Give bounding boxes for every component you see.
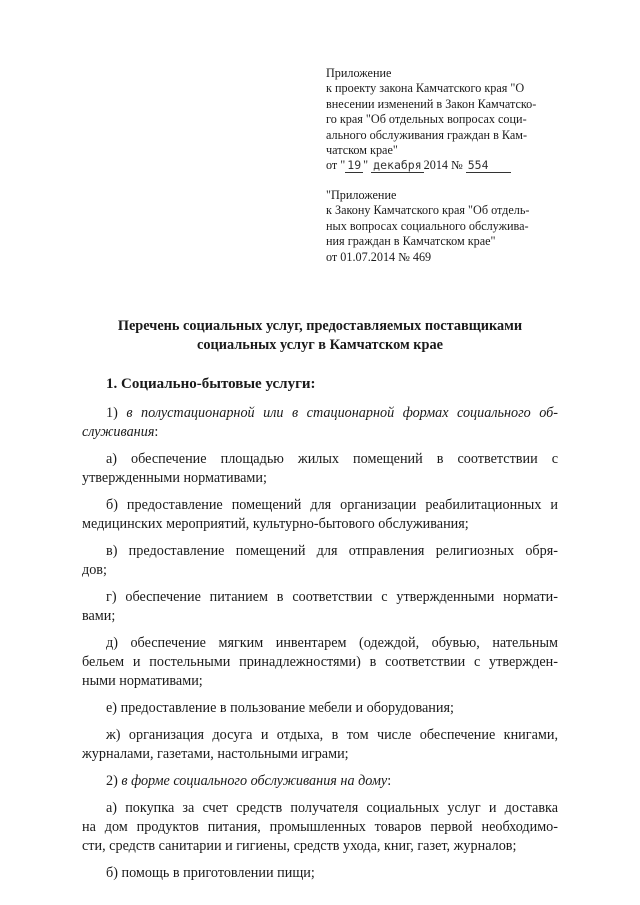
list-item: б) помощь в приготовлении пищи; [106,865,315,881]
date-mid: " [363,158,369,173]
annex-line: от 01.07.2014 № 469 [326,249,432,264]
date-year-no: 2014 № [423,158,463,173]
document-body [82,375,558,891]
annex-line: ния граждан в Камчатском крае" [326,234,496,249]
annex-line: ального обслуживания граждан в Кам- [326,127,528,142]
list-item: а) обеспечение площадью жилых помещений в соответствии с утвержденными нормативами; [82,451,558,486]
list-item: д) обеспечение мягким инвентарем (одеждой, обувью, нательным бельем и постельными принадлежностями) в соответствии с утвержден- ными нормативами; [82,635,558,689]
document-number: 554 [466,158,511,173]
list-item: б) предоставление помещений для организации реабилитационных и медицинских мероприятий, культурно-бытового обслуживания; [82,497,558,532]
section-heading: 1. Социально-бытовые услуги: [106,376,316,392]
list-item: в) предоставление помещений для отправления религиозных обря- дов; [82,543,558,578]
annex-line: Приложение [326,66,392,80]
annex-line: к Закону Камчатского края "Об отдель- [326,203,530,218]
subsection-number: 2) [106,773,118,789]
list-item: а) покупка за счет средств получателя социальных услуг и доставка на дом продуктов питания, промышленных товаров первой необходимо- сти, средств санитарии и гигиены, средств ухода, книг, газет, журналов; [82,800,558,854]
annex-date-line [326,158,558,173]
subsection-text-cont: служивания [82,424,155,440]
date-day: 19 [347,158,362,173]
subsection-text: в полустационарной или в стационарной формах социального об- [126,405,558,421]
title-line-2: социальных услуг в Камчатском крае [197,337,443,353]
annex-line: го края "Об отдельных вопросах соци- [326,112,527,127]
annex-line: внесении изменений в Закон Камчатско- [326,96,537,111]
date-month: декабря [373,158,422,173]
subsection-2: 2) в форме социального обслуживания на дому: [106,773,392,789]
document-title [60,317,580,355]
subsection-1: 1) в полустационарной или в стационарной формах социального об- служивания: [82,405,558,440]
list-item: ж) организация досуга и отдыха, в том числе обеспечение книгами, журналами, газетами, настольными играми; [82,727,558,762]
annex-project-block [326,66,558,174]
date-prefix: от " [326,158,346,173]
annex-line: чатском крае" [326,143,398,158]
list-item: г) обеспечение питанием в соответствии с утвержденными нормати- вами; [82,589,558,624]
title-line-1: Перечень социальных услуг, предоставляемых поставщиками [117,318,523,334]
annex-law-block [326,188,558,265]
list-item: е) предоставление в пользование мебели и оборудования; [106,700,454,716]
annex-line: ных вопросах социального обслужива- [326,218,529,233]
annex-line: "Приложение [326,188,397,202]
subsection-text: в форме социального обслуживания на дому [121,773,388,789]
annex-line: к проекту закона Камчатского края "О [326,81,525,96]
subsection-number: 1) [106,405,118,421]
